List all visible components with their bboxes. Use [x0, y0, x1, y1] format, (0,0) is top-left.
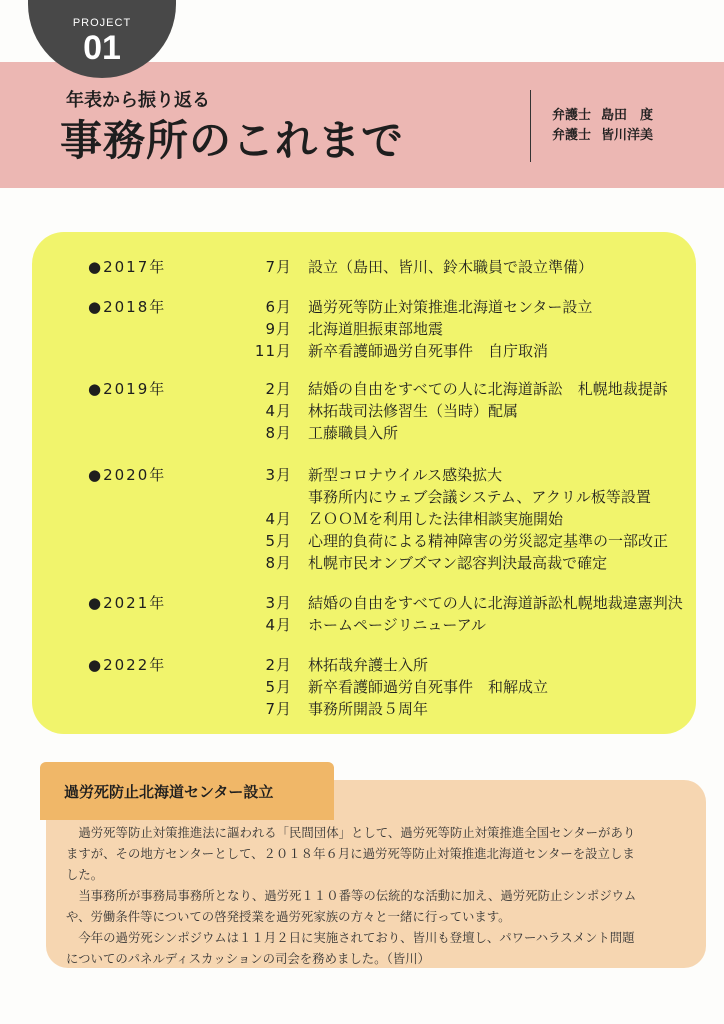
header-divider [530, 90, 531, 162]
timeline-row [88, 654, 688, 676]
article-body [66, 822, 690, 969]
timeline-row [88, 676, 688, 698]
page-subtitle: 年表から振り返る [66, 90, 210, 111]
timeline-row [88, 422, 688, 444]
timeline-month: 3月 [265, 594, 292, 612]
author-name: 島田 度 [601, 108, 654, 123]
section-label-text: 過労死防止北海道センター設立 [64, 783, 274, 801]
timeline-event: 設立（島田、皆川、鈴木職員で設立準備） [308, 258, 594, 276]
project-number: 01 [83, 29, 121, 67]
article-line: についてのパネルディスカッションの司会を務めました。（皆川） [66, 951, 430, 966]
article-line: 過労死等防止対策推進法に謳われる「民間団体」として、過労死等防止対策推進全国センターがあり [66, 825, 636, 840]
timeline-year-block [88, 654, 688, 720]
author-list [552, 106, 653, 146]
timeline-event: 工藤職員入所 [308, 424, 399, 442]
timeline-row [88, 296, 688, 318]
article-line: した。 [66, 867, 104, 882]
timeline-year: ● 2020年 [88, 464, 166, 486]
timeline-event: 新卒看護師過労自死事件 和解成立 [308, 678, 549, 696]
timeline-row [88, 552, 688, 574]
timeline-month: 4月 [265, 616, 292, 634]
timeline-month: 7月 [265, 258, 292, 276]
timeline-year-block [88, 592, 688, 636]
timeline-month: 2月 [265, 656, 292, 674]
timeline-event: 結婚の自由をすべての人に北海道訴訟 札幌地裁提訴 [308, 380, 668, 398]
author-role: 弁護士 [552, 128, 592, 143]
timeline-year-block [88, 378, 688, 444]
article-line: 今年の過労死シンポジウムは１１月２日に実施されており、皆川も登壇し、パワーハラスメント問題 [66, 930, 635, 945]
author-item [552, 106, 653, 126]
timeline-month: 7月 [265, 700, 292, 718]
timeline-row [88, 486, 688, 508]
timeline-event: 心理的負荷による精神障害の労災認定基準の一部改正 [308, 532, 669, 550]
timeline-event: 新型コロナウイルス感染拡大 [308, 466, 503, 484]
timeline-year: ● 2021年 [88, 592, 166, 614]
author-role: 弁護士 [552, 108, 592, 123]
timeline-event: 事務所内にウェブ会議システム、アクリル板等設置 [308, 488, 651, 506]
timeline-row [88, 378, 688, 400]
article-line: や、労働条件等についての啓発授業を過労死家族の方々と一緒に行っています。 [66, 909, 511, 924]
timeline-month: 6月 [265, 298, 292, 316]
author-name: 皆川洋美 [601, 128, 654, 143]
timeline-event: 新卒看護師過労自死事件 自庁取消 [308, 342, 549, 360]
timeline-month: 8月 [265, 554, 292, 572]
article-line: 当事務所が事務局事務所となり、過労死１１０番等の伝統的な活動に加え、過労死防止シンポジウム [66, 888, 637, 903]
timeline-event: ＺＯＯＭを利用した法律相談実施開始 [308, 510, 564, 528]
timeline-year-block [88, 296, 688, 362]
timeline-month: 8月 [265, 424, 292, 442]
timeline-row [88, 464, 688, 486]
timeline-row [88, 400, 688, 422]
timeline-row [88, 340, 688, 362]
timeline-row [88, 508, 688, 530]
timeline-row [88, 256, 688, 278]
timeline-event: 過労死等防止対策推進北海道センター設立 [308, 298, 593, 316]
timeline-panel [32, 232, 696, 734]
timeline-month: 4月 [265, 402, 292, 420]
header-band [0, 62, 724, 188]
timeline-year: ● 2017年 [88, 256, 166, 278]
timeline-year-block [88, 464, 688, 574]
timeline-row [88, 698, 688, 720]
timeline-event: ホームページリニューアル [308, 616, 487, 634]
timeline-row [88, 530, 688, 552]
timeline-row [88, 318, 688, 340]
timeline-month: 11月 [254, 342, 292, 360]
timeline-event: 北海道胆振東部地震 [308, 320, 444, 338]
timeline-year: ● 2022年 [88, 654, 166, 676]
timeline-year: ● 2019年 [88, 378, 166, 400]
timeline-event: 事務所開設５周年 [308, 700, 429, 718]
timeline-row [88, 592, 688, 614]
timeline-month: 3月 [265, 466, 292, 484]
timeline-row [88, 614, 688, 636]
timeline-year: ● 2018年 [88, 296, 166, 318]
timeline-month: 5月 [265, 678, 292, 696]
timeline-year-block [88, 256, 688, 278]
timeline-month: 2月 [265, 380, 292, 398]
project-badge [28, 0, 176, 78]
article-line: ますが、その地方センターとして、２０１８年６月に過労死等防止対策推進北海道センターを設立しま [66, 846, 635, 861]
timeline-event: 札幌市民オンブズマン認容判決最高裁で確定 [308, 554, 608, 572]
timeline-event: 林拓哉司法修習生（当時）配属 [308, 402, 519, 420]
section-label [40, 762, 334, 820]
author-item [552, 126, 653, 146]
project-label: PROJECT [72, 17, 132, 29]
timeline-month: 5月 [265, 532, 292, 550]
timeline-month: 9月 [265, 320, 292, 338]
timeline-event: 結婚の自由をすべての人に北海道訴訟札幌地裁違憲判決 [308, 594, 683, 612]
timeline-event: 林拓哉弁護士入所 [308, 656, 429, 674]
page-title: 事務所のこれまで [60, 116, 405, 165]
timeline-month: 4月 [265, 510, 292, 528]
